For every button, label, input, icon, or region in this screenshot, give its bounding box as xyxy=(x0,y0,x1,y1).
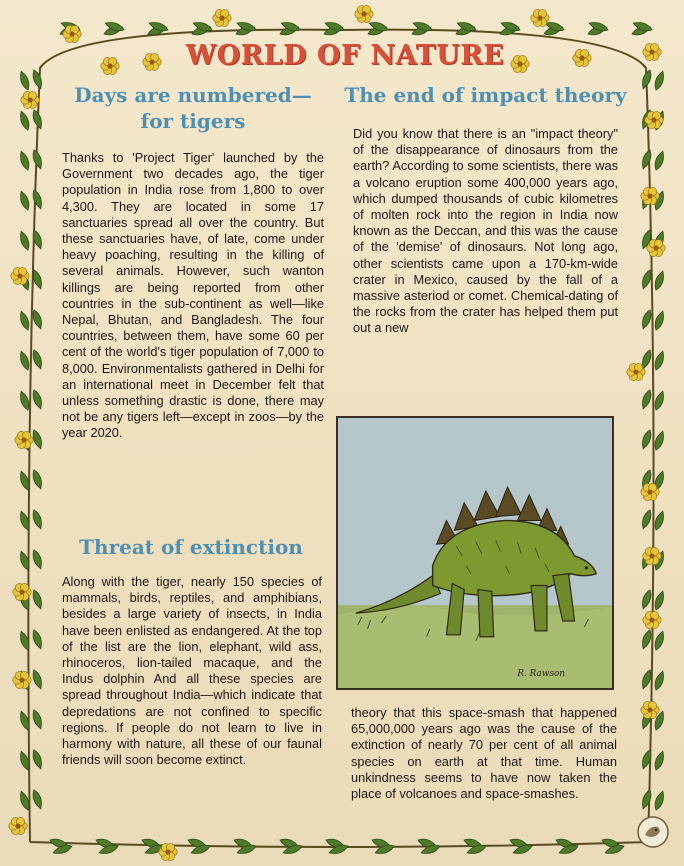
page-masthead: WORLD OF NATURE xyxy=(185,40,505,71)
tiger-article-heading: Days are numbered— for tigers xyxy=(74,83,312,133)
impact-article-body: Did you know that there is an "impact theory" of the disappearance of dinosaurs from the earth? According to some scientists, there was a volcano eruption some 400,000 years ago, which dumped thousands of cubic kilometres of molten rock into the region in India now known as the Deccan, and this was the cause of the 'demise' of dinosaurs. Not long ago, other scientists came upon a 170-km-wide crater in Mexico, caused by the fall of a massive asteriod or comet. Chemical-dating of the rocks from the crater has helped them put out a new xyxy=(353,126,618,336)
extinction-article-heading: Threat of extinction xyxy=(79,535,303,559)
illustrator-signature: R. Rawson xyxy=(517,669,566,680)
tiger-article-body: Thanks to 'Project Tiger' launched by the Government two decades ago, the tiger population in India rose from 1,800 to over 4,300. They are located in some 17 sanctuaries spread all over the country. But these sanctuaries have, of late, come under heavy poaching, resulting in the killing of several animals. However, such wanton killings are being reported from other countries in the sub-continent as well—like Nepal, Bhutan, and Bangladesh. The four countries, between them, have some 60 per cent of the world's tiger population of 7,000 to 8,000. Environmentalists gathered in Delhi for an international meet in December felt that unless something drastic is done, there may not be any tigers left—except in zoos—by the year 2020. xyxy=(62,150,324,441)
impact-article-heading: The end of impact theory xyxy=(344,83,627,107)
stegosaurus-illustration xyxy=(336,416,614,690)
stegosaurus-drawing xyxy=(338,418,612,688)
publisher-logo-icon xyxy=(636,815,670,849)
extinction-article-body: Along with the tiger, nearly 150 species of mammals, birds, reptiles, and amphibians, besides a large variety of insects, in India have been enlisted as endangered. At the top of the list are the lion, elephant, wild ass, rhinoceros, lion-tailed macaque, and the Indus dolphin And all these species are spread throughout India—which indicate that depredations are not confined to specific regions. If people do not learn to live in harmony with nature, all these of our faunal friends will soon become extinct. xyxy=(62,574,322,768)
impact-article-body-continued: theory that this space-smash that happened 65,000,000 years ago was the cause of the extinction of nearly 70 per cent of all animal species on earth at that time. Human unkindness seems to have now taken the place of volcanoes and space-smashes. xyxy=(351,705,617,802)
